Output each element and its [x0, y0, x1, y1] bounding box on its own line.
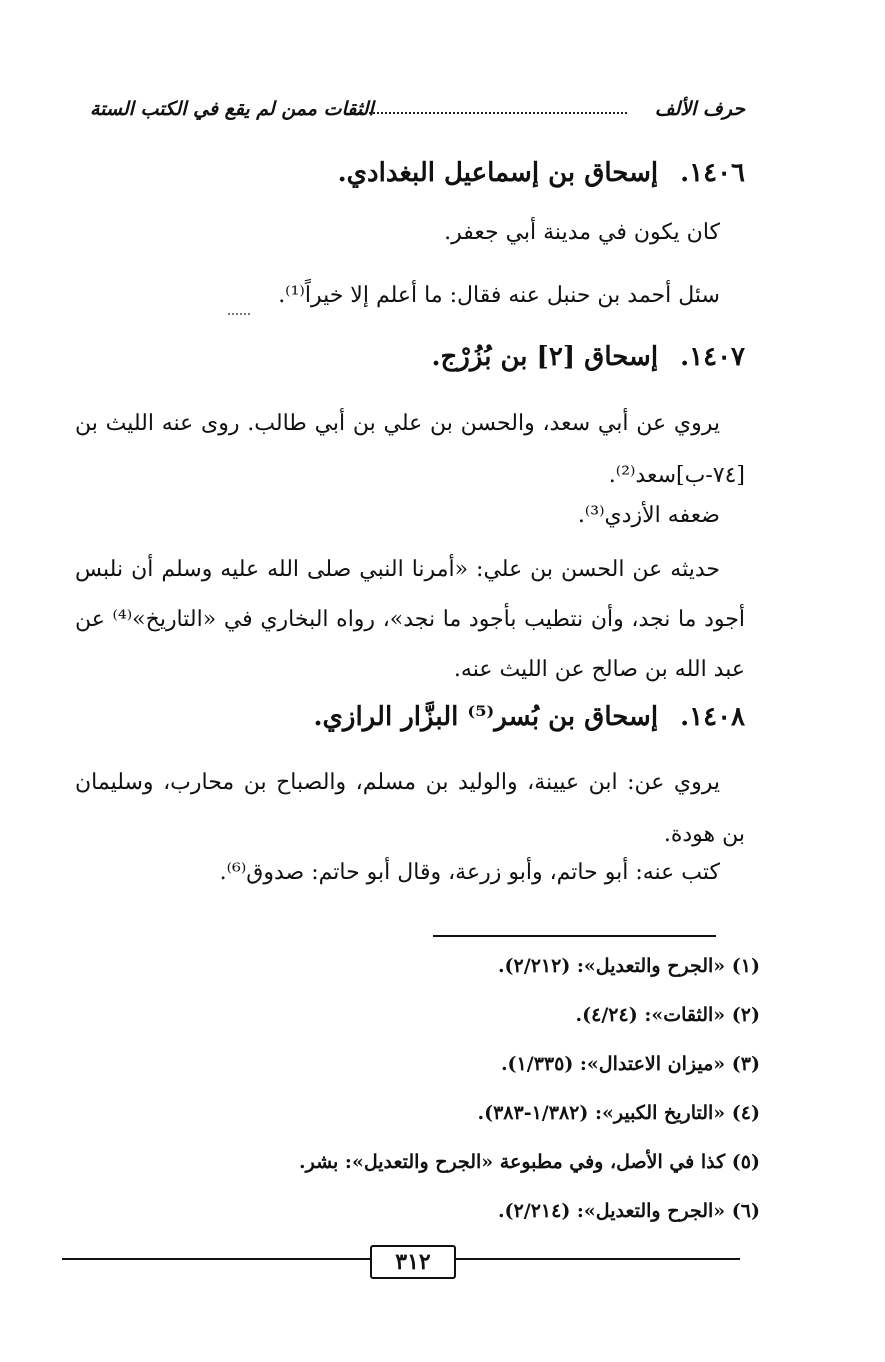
bottom-rule — [455, 1258, 740, 1260]
entry-name: إسحاق بن بُسر⁽⁵⁾ البزَّار الرازي. — [313, 702, 659, 732]
entry-text-line: كتب عنه: أبو حاتم، وأبو زرعة، وقال أبو حاتم: صدوق⁽⁶⁾. — [219, 860, 720, 885]
entry-heading — [338, 158, 745, 188]
footnote-separator — [433, 935, 716, 937]
header-book-title: الثقات ممن لم يقع في الكتب الستة — [90, 98, 374, 120]
footnote: (٦) «الجرح والتعديل»: (٢/٢١٤). — [497, 1200, 760, 1222]
footnote: (١) «الجرح والتعديل»: (٢/٢١٢). — [497, 955, 760, 977]
entry-heading — [314, 702, 746, 732]
entry-text-line: ضعفه الأزدي⁽³⁾. — [577, 503, 720, 528]
footnote: (٢) «الثقات»: (٤/٢٤). — [575, 1004, 760, 1026]
bottom-rule — [62, 1258, 370, 1260]
entry-heading — [431, 342, 745, 372]
entry-number: ١٤٠٨. — [680, 702, 745, 732]
entry-text-line: سئل أحمد بن حنبل عنه فقال: ما أعلم إلا خيراً⁽¹⁾. — [278, 283, 720, 308]
entry-number: ١٤٠٦. — [680, 158, 745, 188]
running-header — [90, 98, 745, 132]
entry-name: إسحاق [٢] بن بُزُرْج. — [431, 342, 659, 372]
entry-number: ١٤٠٧. — [680, 342, 745, 372]
page-number: ٣١٢ — [370, 1245, 456, 1279]
scan-speck — [228, 313, 250, 318]
entry-name: إسحاق بن إسماعيل البغدادي. — [337, 158, 659, 188]
header-chapter: حرف الألف — [654, 98, 745, 120]
entry-paragraph: يروي عن: ابن عيينة، والوليد بن مسلم، والصباح بن محارب، وسليمان بن هودة. — [75, 770, 745, 847]
footnote: (٥) كذا في الأصل، وفي مطبوعة «الجرح والتعديل»: بشر. — [298, 1151, 760, 1173]
footnote: (٣) «ميزان الاعتدال»: (١/٣٣٥). — [500, 1053, 760, 1075]
footnote: (٤) «التاريخ الكبير»: (١/٣٨٢-٣٨٣). — [477, 1102, 760, 1124]
header-dot-leader — [358, 112, 627, 114]
entry-text-line: كان يكون في مدينة أبي جعفر. — [444, 220, 720, 245]
entry-paragraph: حديثه عن الحسن بن علي: «أمرنا النبي صلى الله عليه وسلم أن نلبس أجود ما نجد، وأن نتطيب بأجود ما نجد»، رواه البخاري في «التاريخ»⁽⁴⁾ عن عبد الله بن صالح عن الليث عنه. — [75, 557, 745, 682]
entry-paragraph: يروي عن أبي سعد، والحسن بن علي بن أبي طالب. روى عنه الليث بن [٧٤-ب]سعد⁽²⁾. — [75, 411, 745, 488]
